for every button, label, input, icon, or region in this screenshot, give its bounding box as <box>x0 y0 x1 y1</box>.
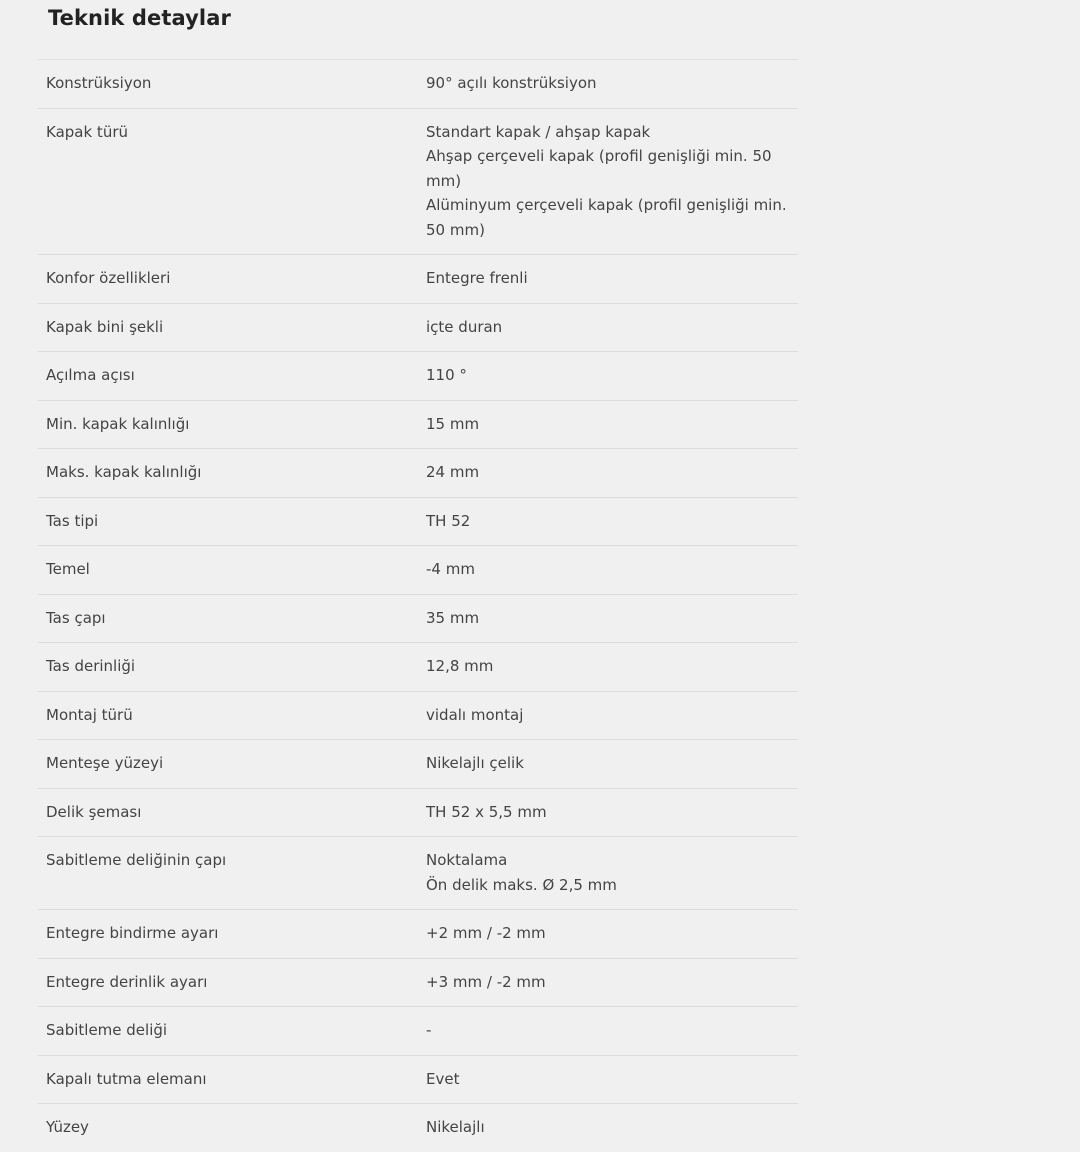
spec-value <box>426 703 798 728</box>
spec-value-line: Noktalama <box>426 851 508 869</box>
spec-value <box>426 921 798 946</box>
spec-value <box>426 120 798 243</box>
spec-value-line: 90° açılı konstrüksiyon <box>426 74 597 92</box>
spec-row <box>38 739 798 788</box>
spec-label: Yüzey <box>46 1118 89 1136</box>
spec-label: Konstrüksiyon <box>46 74 152 92</box>
spec-value <box>426 460 798 485</box>
spec-value <box>426 315 798 340</box>
spec-row <box>38 788 798 837</box>
spec-value-line: TH 52 x 5,5 mm <box>426 802 547 821</box>
spec-value <box>426 1067 798 1092</box>
section-title: Teknik detaylar <box>48 6 231 30</box>
spec-value <box>426 606 798 631</box>
spec-value-line: Nikelajlı çelik <box>426 754 524 772</box>
spec-value-line: Alüminyum çerçeveli kapak (profil genişliği min. 50 mm) <box>426 196 787 239</box>
spec-value-line: Ahşap çerçeveli kapak (profil genişliği min. 50 mm) <box>426 147 772 190</box>
spec-row <box>38 108 798 255</box>
technical-details-table <box>38 59 798 1152</box>
spec-label: Kapak türü <box>46 122 128 141</box>
spec-value-line: vidalı montaj <box>426 705 524 724</box>
spec-value <box>426 412 798 437</box>
spec-row <box>38 254 798 303</box>
spec-value-line: TH 52 <box>426 511 471 530</box>
spec-value <box>426 751 798 776</box>
spec-label: Tas çapı <box>46 608 106 627</box>
spec-label: Maks. kapak kalınlığı <box>46 463 202 481</box>
spec-label: Kapak bini şekli <box>46 317 164 336</box>
spec-value <box>426 557 798 582</box>
spec-value-line: -4 mm <box>426 560 475 578</box>
spec-label: Tas derinliği <box>46 657 136 675</box>
spec-value <box>426 1018 798 1043</box>
spec-value <box>426 970 798 995</box>
spec-label: Açılma açısı <box>46 366 135 384</box>
spec-label: Entegre bindirme ayarı <box>46 924 219 942</box>
spec-value-line: Nikelajlı <box>426 1118 485 1136</box>
spec-row <box>38 59 798 108</box>
spec-row <box>38 303 798 352</box>
spec-label: Tas tipi <box>46 511 99 530</box>
spec-row <box>38 594 798 643</box>
spec-value-line: +3 mm / -2 mm <box>426 972 546 991</box>
spec-value <box>426 800 798 825</box>
spec-row <box>38 1006 798 1055</box>
spec-label: Entegre derinlik ayarı <box>46 972 208 991</box>
spec-value-line: - <box>426 1021 432 1039</box>
spec-value-line: Standart kapak / ahşap kapak <box>426 122 651 141</box>
spec-row <box>38 836 798 909</box>
spec-label: Temel <box>46 560 90 578</box>
spec-label: Menteşe yüzeyi <box>46 754 164 772</box>
spec-value-line: Ön delik maks. Ø 2,5 mm <box>426 875 617 894</box>
spec-value <box>426 509 798 534</box>
spec-value <box>426 71 798 96</box>
spec-row <box>38 958 798 1007</box>
spec-value <box>426 1115 798 1140</box>
spec-label: Min. kapak kalınlığı <box>46 414 190 433</box>
spec-row <box>38 351 798 400</box>
spec-value <box>426 363 798 388</box>
spec-value <box>426 848 798 897</box>
spec-row <box>38 400 798 449</box>
spec-value <box>426 654 798 679</box>
spec-row <box>38 448 798 497</box>
spec-row <box>38 642 798 691</box>
spec-label: Konfor özellikleri <box>46 269 171 287</box>
spec-row <box>38 545 798 594</box>
spec-value <box>426 266 798 291</box>
spec-label: Delik şeması <box>46 802 142 821</box>
spec-value-line: Evet <box>426 1069 460 1088</box>
spec-label: Sabitleme deliği <box>46 1021 168 1039</box>
spec-value-line: içte duran <box>426 317 503 336</box>
spec-label: Sabitleme deliğinin çapı <box>46 851 227 869</box>
spec-value-line: Entegre frenli <box>426 269 528 287</box>
spec-row <box>38 909 798 958</box>
spec-row <box>38 1055 798 1104</box>
spec-row <box>38 1103 798 1152</box>
spec-row <box>38 691 798 740</box>
spec-row <box>38 497 798 546</box>
spec-label: Montaj türü <box>46 705 133 724</box>
spec-value-line: 15 mm <box>426 414 480 433</box>
spec-value-line: 35 mm <box>426 608 480 627</box>
spec-value-line: 12,8 mm <box>426 657 494 675</box>
spec-value-line: 110 ° <box>426 366 467 384</box>
spec-value-line: 24 mm <box>426 463 480 481</box>
spec-value-line: +2 mm / -2 mm <box>426 924 546 942</box>
spec-label: Kapalı tutma elemanı <box>46 1069 207 1088</box>
